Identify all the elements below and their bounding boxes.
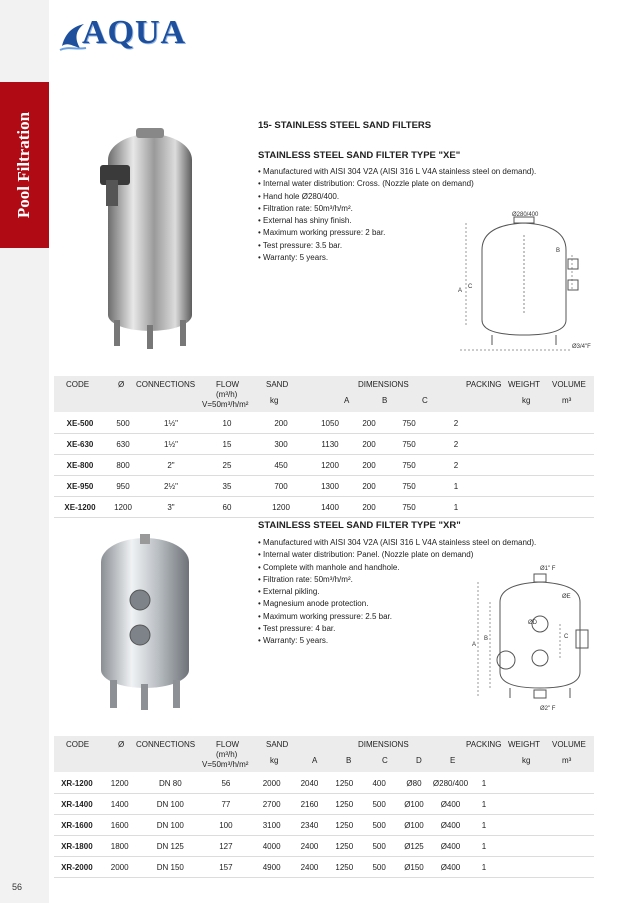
- xe-cell-a: 1130: [310, 434, 350, 455]
- xe-title: STAINLESS STEEL SAND FILTER TYPE "XE": [258, 150, 461, 161]
- xe-cell-empty: [482, 476, 594, 497]
- xr-cell-e: Ø400: [432, 794, 469, 815]
- xe-diagram-b-label: B: [556, 248, 561, 254]
- xr-cell-empty: [499, 773, 594, 794]
- xe-table-row: [54, 413, 594, 434]
- xe-diagram-bottom-label: Ø3/4"F: [572, 344, 591, 350]
- xe-cell-pack: 2: [430, 455, 482, 476]
- xr-bullet: • Filtration rate: 50m³/h/m².: [258, 574, 536, 586]
- xr-title: STAINLESS STEEL SAND FILTER TYPE "XR": [258, 520, 461, 531]
- xr-cell-flow: 100: [201, 815, 251, 836]
- xe-bullet: • Hand hole Ø280/400.: [258, 191, 536, 203]
- xe-h-connections: CONNECTIONS: [136, 380, 196, 389]
- xr-cell-e: Ø400: [432, 815, 469, 836]
- xe-cell-code: XE-950: [54, 476, 106, 497]
- xe-cell-code: XE-630: [54, 434, 106, 455]
- xr-cell-pack: 1: [469, 773, 499, 794]
- xr-cell-b: 1250: [326, 836, 362, 857]
- xr-cell-dia: 1400: [100, 794, 140, 815]
- xe-h-volume: VOLUME: [552, 380, 586, 389]
- xe-bullet: • External has shiny finish.: [258, 215, 536, 227]
- xr-cell-c: 500: [362, 836, 396, 857]
- xr-table-row: [54, 773, 594, 794]
- xe-cell-c: 750: [388, 434, 430, 455]
- xe-h-volume-m3: m³: [562, 396, 572, 405]
- xr-cell-pack: 1: [469, 836, 499, 857]
- xr-cell-dia: 1800: [100, 836, 140, 857]
- xr-diagram-e-label: ØE: [562, 594, 571, 600]
- xr-bullet: • Complete with manhole and handhole.: [258, 562, 536, 574]
- xe-cell-conn: 2½": [140, 476, 202, 497]
- xr-cell-c: 500: [362, 794, 396, 815]
- xr-cell-sand: 2700: [251, 794, 293, 815]
- xr-cell-dia: 2000: [100, 857, 140, 878]
- xe-table-row: [54, 497, 594, 518]
- xe-bullet: • Maximum working pressure: 2 bar.: [258, 227, 536, 239]
- xr-bullet: • Internal water distribution: Panel. (Nozzle plate on demand): [258, 549, 536, 561]
- xr-h-weight-kg: kg: [522, 756, 531, 765]
- xr-cell-code: XR-2000: [54, 857, 100, 878]
- xe-cell-sand: 300: [252, 434, 310, 455]
- xr-cell-dia: 1200: [100, 773, 140, 794]
- xe-diagram-a-label: A: [458, 288, 463, 294]
- xr-cell-conn: DN 150: [140, 857, 202, 878]
- xe-cell-pack: 2: [430, 434, 482, 455]
- xe-cell-pack: 2: [430, 413, 482, 434]
- xe-cell-b: 200: [350, 413, 388, 434]
- xr-cell-pack: 1: [469, 857, 499, 878]
- xr-cell-e: Ø400: [432, 836, 469, 857]
- xe-cell-dia: 1200: [106, 497, 140, 518]
- xe-cell-code: XE-800: [54, 455, 106, 476]
- xe-table-row: [54, 476, 594, 497]
- xe-bullet: • Test pressure: 3.5 bar.: [258, 240, 536, 252]
- xe-diagram-c-label: C: [468, 284, 473, 290]
- xr-cell-empty: [499, 794, 594, 815]
- xe-bullet: • Warranty: 5 years.: [258, 252, 536, 264]
- xe-cell-sand: 450: [252, 455, 310, 476]
- xr-bullet: • Warranty: 5 years.: [258, 635, 536, 647]
- xr-bullet: • Maximum working pressure: 2.5 bar.: [258, 611, 536, 623]
- xr-h-b: B: [346, 756, 352, 765]
- xe-cell-c: 750: [388, 497, 430, 518]
- xe-table-row: [54, 455, 594, 476]
- xe-h-dia: Ø: [118, 380, 125, 389]
- xr-h-weight: WEIGHT: [508, 740, 540, 749]
- xr-cell-b: 1250: [326, 794, 362, 815]
- sidebar-title: Pool Filtration: [14, 111, 33, 219]
- xe-cell-flow: 35: [202, 476, 252, 497]
- xr-h-volume-m3: m³: [562, 756, 572, 765]
- xr-cell-code: XR-1200: [54, 773, 100, 794]
- xe-bullet: • Internal water distribution: Cross. (Nozzle plate on demand): [258, 178, 536, 190]
- xr-cell-conn: DN 80: [140, 773, 202, 794]
- xr-cell-a: 2340: [293, 815, 327, 836]
- xe-cell-conn: 3": [140, 497, 202, 518]
- xe-h-flow-rate: V=50m³/h/m²: [202, 400, 249, 409]
- section-title: 15- STAINLESS STEEL SAND FILTERS: [258, 120, 432, 131]
- xe-cell-b: 200: [350, 476, 388, 497]
- xr-cell-a: 2160: [293, 794, 327, 815]
- xr-cell-e: Ø280/400: [432, 773, 469, 794]
- xr-cell-e: Ø400: [432, 857, 469, 878]
- xe-h-flow-unit: (m³/h): [216, 390, 238, 399]
- xe-cell-flow: 10: [202, 413, 252, 434]
- xe-cell-sand: 200: [252, 413, 310, 434]
- xr-cell-conn: DN 100: [140, 815, 202, 836]
- xr-h-sand-kg: kg: [270, 756, 279, 765]
- xr-cell-flow: 127: [201, 836, 251, 857]
- xe-cell-dia: 500: [106, 413, 140, 434]
- xr-diagram-d-label: ØD: [528, 620, 537, 626]
- xe-filter-photo: [92, 120, 202, 355]
- xe-cell-empty: [482, 413, 594, 434]
- xr-cell-pack: 1: [469, 794, 499, 815]
- xe-cell-a: 1050: [310, 413, 350, 434]
- xe-cell-empty: [482, 497, 594, 518]
- xr-cell-code: XR-1400: [54, 794, 100, 815]
- xe-cell-flow: 25: [202, 455, 252, 476]
- xe-cell-a: 1300: [310, 476, 350, 497]
- xr-table-row: [54, 815, 594, 836]
- xe-cell-a: 1400: [310, 497, 350, 518]
- xr-cell-a: 2040: [293, 773, 327, 794]
- xe-h-c: C: [422, 396, 428, 405]
- xe-cell-c: 750: [388, 413, 430, 434]
- xr-cell-d: Ø100: [396, 815, 432, 836]
- xe-h-sand-kg: kg: [270, 396, 279, 405]
- xe-h-flow: FLOW: [216, 380, 240, 389]
- xe-table-row: [54, 434, 594, 455]
- xr-cell-dia: 1600: [100, 815, 140, 836]
- xe-dimension-diagram: [452, 205, 592, 355]
- xr-h-c: C: [382, 756, 388, 765]
- xr-cell-sand: 2000: [251, 773, 293, 794]
- xr-cell-flow: 77: [201, 794, 251, 815]
- xr-cell-d: Ø80: [396, 773, 432, 794]
- xr-table-row: [54, 857, 594, 878]
- xr-bullet: • Magnesium anode protection.: [258, 598, 536, 610]
- xr-dimension-diagram: [470, 572, 600, 712]
- xr-cell-d: Ø125: [396, 836, 432, 857]
- xe-cell-code: XE-500: [54, 413, 106, 434]
- xr-spec-table: [54, 773, 594, 878]
- xr-h-flow-unit: (m³/h): [216, 750, 238, 759]
- xr-diagram-a-label: A: [472, 642, 477, 648]
- xe-cell-empty: [482, 455, 594, 476]
- xr-cell-flow: 56: [201, 773, 251, 794]
- xe-cell-c: 750: [388, 476, 430, 497]
- xe-cell-c: 750: [388, 455, 430, 476]
- xr-cell-code: XR-1600: [54, 815, 100, 836]
- xe-h-sand: SAND: [266, 380, 289, 389]
- xe-cell-flow: 15: [202, 434, 252, 455]
- xe-cell-dia: 800: [106, 455, 140, 476]
- xr-bullet: • Test pressure: 4 bar.: [258, 623, 536, 635]
- xe-cell-conn: 1½": [140, 413, 202, 434]
- xr-diagram-c-label: C: [564, 634, 569, 640]
- xr-bullet: • External pikling.: [258, 586, 536, 598]
- xr-cell-c: 400: [362, 773, 396, 794]
- xr-filter-photo: [90, 530, 200, 720]
- xr-cell-empty: [499, 857, 594, 878]
- aqua-logo: [62, 14, 190, 54]
- xr-cell-c: 500: [362, 815, 396, 836]
- xr-table-row: [54, 794, 594, 815]
- xr-cell-d: Ø100: [396, 794, 432, 815]
- xr-cell-conn: DN 100: [140, 794, 202, 815]
- xr-cell-conn: DN 125: [140, 836, 202, 857]
- logo-text: AQUA: [82, 14, 187, 51]
- xe-cell-b: 200: [350, 455, 388, 476]
- xr-h-packing: PACKING: [466, 740, 502, 749]
- xe-spec-table: [54, 413, 594, 518]
- xe-h-dimensions: DIMENSIONS: [358, 380, 409, 389]
- xr-h-flow: FLOW: [216, 740, 240, 749]
- xr-h-d: D: [416, 756, 422, 765]
- xe-diagram-top-label: Ø280/400: [512, 212, 539, 218]
- xr-cell-sand: 4900: [251, 857, 293, 878]
- xe-cell-pack: 1: [430, 497, 482, 518]
- xe-cell-conn: 2": [140, 455, 202, 476]
- xe-cell-sand: 700: [252, 476, 310, 497]
- xr-diagram-top-label: Ø1" F: [540, 566, 556, 572]
- xe-h-weight-kg: kg: [522, 396, 531, 405]
- xr-cell-c: 500: [362, 857, 396, 878]
- xe-cell-dia: 630: [106, 434, 140, 455]
- xe-cell-flow: 60: [202, 497, 252, 518]
- xr-cell-b: 1250: [326, 857, 362, 878]
- xr-cell-d: Ø150: [396, 857, 432, 878]
- xr-cell-empty: [499, 836, 594, 857]
- xe-cell-code: XE-1200: [54, 497, 106, 518]
- xr-cell-empty: [499, 815, 594, 836]
- xr-cell-b: 1250: [326, 815, 362, 836]
- xr-cell-a: 2400: [293, 836, 327, 857]
- xr-cell-b: 1250: [326, 773, 362, 794]
- xr-diagram-b-label: B: [484, 636, 489, 642]
- xe-h-code: CODE: [66, 380, 90, 389]
- xe-cell-empty: [482, 434, 594, 455]
- xr-h-sand: SAND: [266, 740, 289, 749]
- xr-diagram-bottom-label: Ø2" F: [540, 706, 556, 712]
- xe-cell-a: 1200: [310, 455, 350, 476]
- xe-h-a: A: [344, 396, 350, 405]
- xr-cell-code: XR-1800: [54, 836, 100, 857]
- xr-h-e: E: [450, 756, 456, 765]
- xe-cell-dia: 950: [106, 476, 140, 497]
- xe-cell-conn: 1½": [140, 434, 202, 455]
- xe-h-weight: WEIGHT: [508, 380, 540, 389]
- xr-h-a: A: [312, 756, 318, 765]
- xe-h-b: B: [382, 396, 388, 405]
- page-number: 56: [12, 882, 23, 892]
- xe-h-packing: PACKING: [466, 380, 502, 389]
- xr-cell-pack: 1: [469, 815, 499, 836]
- xe-cell-b: 200: [350, 497, 388, 518]
- xr-cell-sand: 3100: [251, 815, 293, 836]
- xe-cell-pack: 1: [430, 476, 482, 497]
- xe-cell-sand: 1200: [252, 497, 310, 518]
- xr-bullet: • Manufactured with AISI 304 V2A (AISI 316 L V4A stainless steel on demand).: [258, 537, 536, 549]
- xe-cell-b: 200: [350, 434, 388, 455]
- xe-bullet: • Filtration rate: 50m³/h/m².: [258, 203, 536, 215]
- xr-cell-a: 2400: [293, 857, 327, 878]
- xr-h-flow-rate: V=50m³/h/m²: [202, 760, 249, 769]
- xr-h-connections: CONNECTIONS: [136, 740, 196, 749]
- xr-table-row: [54, 836, 594, 857]
- xr-h-code: CODE: [66, 740, 90, 749]
- xr-cell-sand: 4000: [251, 836, 293, 857]
- xr-h-dia: Ø: [118, 740, 125, 749]
- xe-bullet: • Manufactured with AISI 304 V2A (AISI 316 L V4A stainless steel on demand).: [258, 166, 536, 178]
- xr-h-volume: VOLUME: [552, 740, 586, 749]
- xr-cell-flow: 157: [201, 857, 251, 878]
- xr-h-dimensions: DIMENSIONS: [358, 740, 409, 749]
